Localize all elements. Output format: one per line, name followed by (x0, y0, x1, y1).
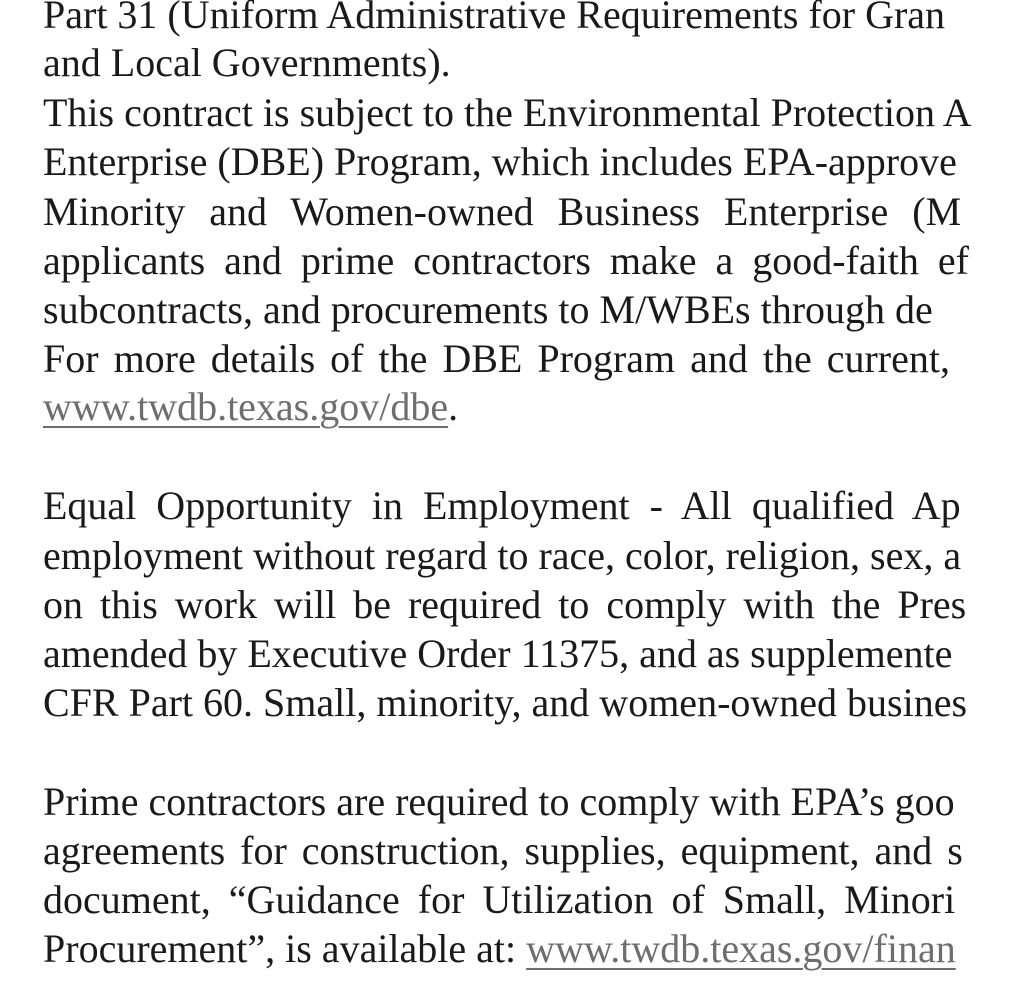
paragraph-line: For more details of the DBE Program and the current, (43, 336, 950, 381)
paragraph-line: Equal Opportunity in Employment - All qualified Ap (43, 483, 961, 528)
paragraph-line: This contract is subject to the Environmental Protection A (43, 90, 972, 135)
paragraph-line: on this work will be required to comply with the Pres (43, 582, 967, 627)
paragraph-line: Minority and Women-owned Business Enterprise (M (43, 189, 962, 234)
dbe-link-suffix: . (448, 384, 459, 429)
paragraph-line: employment without regard to race, color, religion, sex, a (43, 533, 962, 578)
paragraph-line: Prime contractors are required to comply with EPA’s goo (43, 779, 955, 824)
paragraph-line: Enterprise (DBE) Program, which includes EPA-approve (43, 139, 957, 184)
paragraph-line: amended by Executive Order 11375, and as supplemente (43, 631, 953, 676)
procurement-line (43, 924, 956, 973)
paragraph-line: CFR Part 60. Small, minority, and women-owned busines (43, 680, 968, 725)
procurement-text: Procurement”, is available at: (43, 926, 527, 971)
paragraph-line: document, “Guidance for Utilization of Small, Minori (43, 877, 956, 922)
finance-link[interactable]: www.twdb.texas.gov/finan (526, 926, 956, 971)
dbe-link-line (43, 382, 458, 431)
paragraph-line: agreements for construction, supplies, equipment, and s (43, 828, 963, 873)
paragraph-line: subcontracts, and procurements to M/WBEs through de (43, 287, 933, 332)
paragraph-line: applicants and prime contractors make a good-faith ef (43, 238, 969, 283)
paragraph-line: Part 31 (Uniform Administrative Requirements for Gran (43, 0, 946, 37)
dbe-link[interactable]: www.twdb.texas.gov/dbe (43, 384, 449, 429)
paragraph-line: and Local Governments). (43, 40, 451, 85)
